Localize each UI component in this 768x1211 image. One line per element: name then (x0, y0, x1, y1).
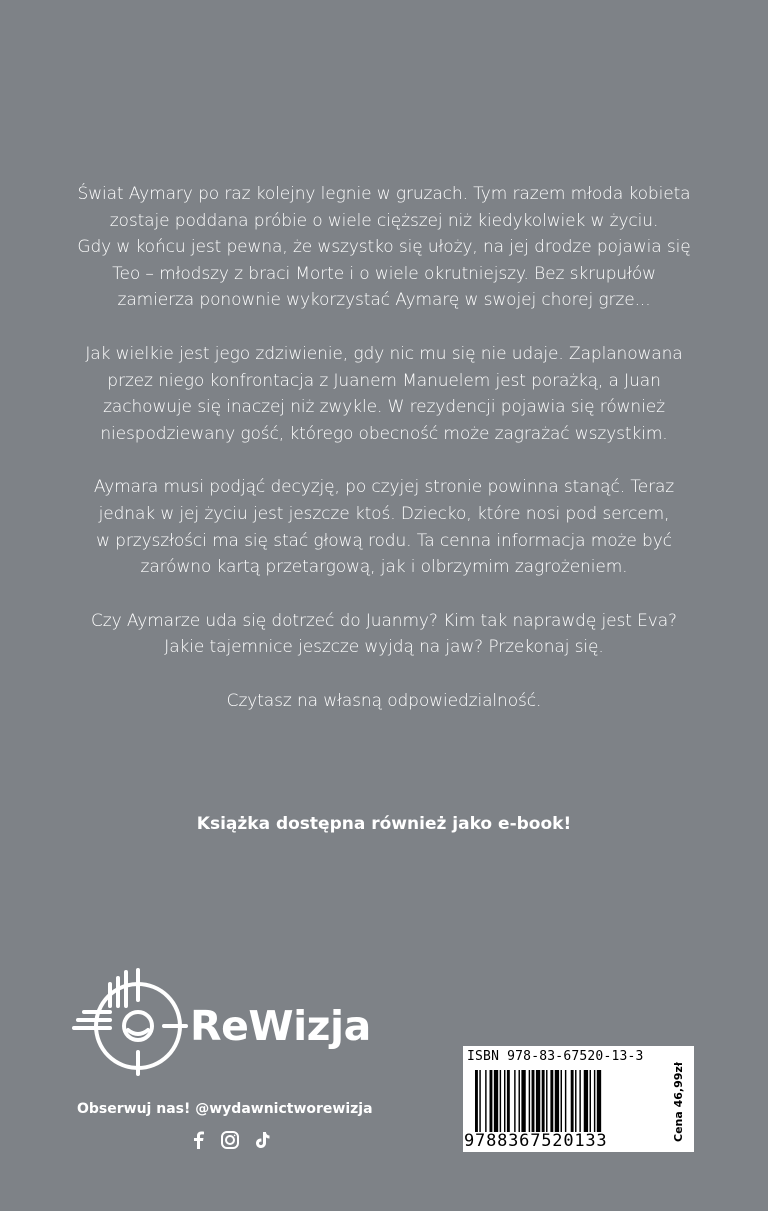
barcode-bar (475, 1070, 478, 1132)
blurb-line: Czy Aymarze uda się dotrzeć do Juanmy? Kim tak naprawdę jest Eva? (91, 610, 677, 631)
back-cover-blurb (40, 181, 728, 742)
ebook-tagline: Książka dostępna również jako e-book! (196, 814, 572, 834)
blurb-line: Aymara musi podjąć decyzję, po czyjej stronie powinna stanąć. Teraz (93, 477, 675, 498)
barcode-bar (584, 1070, 588, 1132)
follow-us-text: Obserwuj nas! @wydawnictworewizja (77, 1101, 373, 1117)
barcode-bar (500, 1070, 501, 1132)
barcode-bar (575, 1070, 576, 1132)
barcode-bar (597, 1070, 601, 1132)
blurb-paragraph (40, 608, 728, 661)
barcode-bar (479, 1070, 480, 1132)
blurb-line: Jakie tajemnice jeszcze wyjdą na jaw? Przekonaj się. (164, 637, 604, 658)
publisher-name: ReWizja (190, 1002, 371, 1050)
barcode-bar (546, 1070, 547, 1132)
blurb-line: jednak w jej życiu jest jeszcze ktoś. Dziecko, które nosi pod sercem, (98, 503, 670, 524)
instagram-icon[interactable] (220, 1130, 240, 1150)
blurb-line: zostaje poddana próbie o wiele cięższej niż kiedykolwiek w życiu. (109, 210, 659, 231)
blurb-line: zachowuje się inaczej niż zwykle. W rezydencji pojawia się również (103, 397, 665, 418)
barcode-bar (579, 1070, 580, 1132)
blurb-line: Gdy w końcu jest pewna, że wszystko się ułoży, na jej drodze pojawia się (77, 237, 691, 258)
blurb-paragraph (40, 341, 728, 447)
isbn-label: ISBN 978-83-67520-13-3 (467, 1049, 644, 1064)
blurb-line: Świat Aymary po raz kolejny legnie w gruzach. Tym razem młoda kobieta (77, 184, 691, 204)
blurb-line: zamierza ponownie wykorzystać Aymarę w swojej chorej grze... (117, 290, 651, 311)
blurb-line: w przyszłości ma się stać głową rodu. Ta cenna informacja może być (96, 530, 672, 551)
barcode-bar (542, 1070, 545, 1132)
barcode-bar (571, 1070, 574, 1132)
barcode-bar (490, 1070, 493, 1132)
barcode-bar (519, 1070, 520, 1132)
blurb-line: przez niego konfrontacja z Juanem Manuelem jest porażką, a Juan (107, 370, 661, 391)
publisher-logo[interactable] (70, 966, 370, 1076)
social-icons (188, 1130, 272, 1150)
blurb-line: Czytasz na własną odpowiedzialność. (226, 690, 542, 711)
barcode-bar (514, 1070, 515, 1132)
isbn-barcode (463, 1046, 694, 1152)
barcode-bar (504, 1070, 505, 1132)
barcode-bar (536, 1070, 540, 1132)
barcode-bar (550, 1070, 553, 1132)
barcode-bar (494, 1070, 498, 1132)
barcode-bar (555, 1070, 559, 1132)
blurb-line: Jak wielkie jest jego zdziwienie, gdy nic mu się nie udaje. Zaplanowana (85, 343, 683, 364)
blurb-line: niespodziewany gość, którego obecność może zagrażać wszystkim. (100, 423, 668, 444)
barcode-bar (532, 1070, 535, 1132)
barcode-bar (529, 1070, 530, 1132)
barcode-digits: 9788367520133 (464, 1131, 608, 1151)
barcode-bar (521, 1070, 525, 1132)
facebook-icon[interactable] (188, 1130, 208, 1150)
rewizja-crosshair-icon (70, 966, 190, 1076)
blurb-paragraph (40, 474, 728, 580)
barcode-bar (565, 1070, 566, 1132)
blurb-paragraph (40, 688, 728, 715)
barcode-bar (485, 1070, 486, 1132)
blurb-line: Teo – młodszy z braci Morte i o wiele okrutniejszy. Bez skrupułów (112, 263, 656, 284)
barcode-bar (594, 1070, 595, 1132)
tiktok-icon[interactable] (252, 1130, 272, 1150)
blurb-line: zarówno kartą przetargową, jak i olbrzymim zagrożeniem. (140, 557, 628, 578)
barcode-bar (590, 1070, 591, 1132)
price-label: Cena 46,99zł (672, 1062, 685, 1142)
barcode-bar (561, 1070, 562, 1132)
barcode-bar (507, 1070, 510, 1132)
blurb-paragraph (40, 181, 728, 314)
